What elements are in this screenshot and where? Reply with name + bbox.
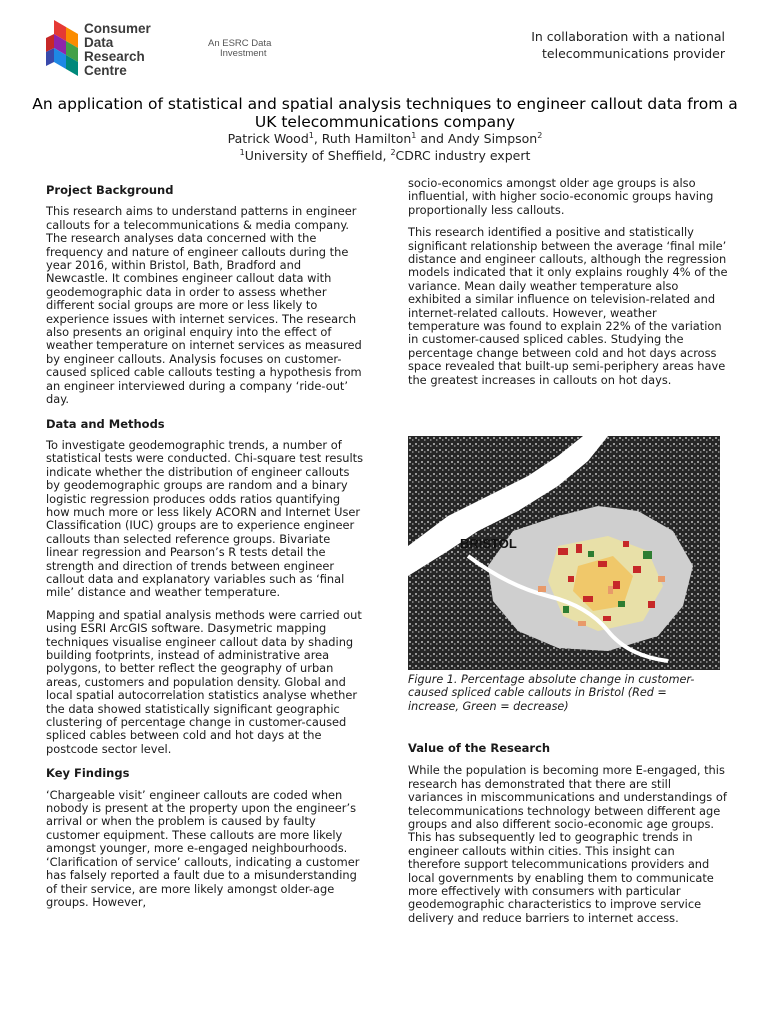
cdrc-logo-text [84,22,151,78]
section-heading-value: Value of the Research [408,741,551,755]
affiliations [30,145,740,164]
affil-sup: 1 [239,148,245,157]
section-heading-findings: Key Findings [46,766,130,781]
map-label-bristol: BRISTOL [460,536,517,551]
findings-paragraph-1: ‘Chargeable visit’ engineer callouts are coded when nobody is present at the property upon the engineer’s arrival or when the problem is caused by faulty customer equipment. These callouts are more likely amongst younger, more e-engaged neighbourhoods. ‘Clarification of service’ callouts, indicating a customer has falsely reported a fault due to a misunderstanding of their service, are more likely amongst older-age groups. However, [46,787,360,909]
affil-sup: 2 [390,148,396,157]
logo-line: Centre [84,63,127,78]
collab-line: telecommunications provider [542,46,725,61]
section-heading-methods: Data and Methods [46,416,165,431]
affil-text: University of Sheffield, [244,148,391,164]
left-column [46,184,364,909]
findings-paragraph-2: socio-economics amongst older age groups is also influential, with higher socio-economic groups having proportionally less callouts. [408,176,714,217]
findings-paragraph-3: This research identified a positive and statistically significant relationship between the average ‘final mile’ distance and engineer callouts, although the regression models indicated that it only explains roughly 4% of the variance. Mean daily weather temperature also exhibited a similar influence on television-related and internet-related callouts. However, weather temperature was found to explain 22% of the variation in customer-caused spliced cables. Studying the percentage change between cold and hot days across space revealed that built-up semi-periphery areas have the greatest increases in callouts on hot days. [408,225,728,387]
right-column-bottom [408,742,728,925]
esrc-line: Investment [220,48,267,59]
figure-caption: Figure 1. Percentage absolute change in customer-caused spliced cable callouts in Bristol (Red = increase, Green = decrease) [408,673,695,713]
collab-line: In collaboration with a national [531,29,725,44]
esrc-badge [208,39,271,59]
author-name: Patrick Wood [227,131,309,147]
logo-line: Consumer [84,21,151,36]
title-line: An application of statistical and spatial analysis techniques to engineer callout data from a [32,95,738,113]
logo-line: Data [84,35,114,50]
author-name: , Ruth Hamilton [313,131,412,147]
bristol-map-figure [408,436,720,670]
section-heading-background: Project Background [46,183,174,197]
esrc-line: An ESRC Data [208,38,272,49]
collaboration-note [445,28,725,62]
paper-title [30,95,740,131]
methods-paragraph-1: To investigate geodemographic trends, a number of statistical tests were conducted. Chi-square test results indicate whether the distribution of engineer callouts by geodemographic groups are random and a binary logistic regression produces odds ratios quantifying how much more or less likely ACORN and Internet User Classification (IUC) groups are to experience engineer callouts than selected reference groups. Bivariate linear regression and Pearson’s R tests detail the strength and direction of trends between engineer callout data and explanatory variables such as ‘final mile’ distance and weather temperature. [46,437,364,600]
methods-paragraph-2: Mapping and spatial analysis methods were carried out using ESRI ArcGIS software. Dasymetric mapping techniques visualise engineer callout data by shading building footprints, instead of administrative area polygons, to better reflect the geography of urban areas, customers and population density. Global and local spatial autocorrelation statistics analyse whether the data showed statistically significant geographic clustering of percentage change in customer-caused spliced cables between cold and hot days at the postcode sector level. [46,607,362,756]
background-paragraph: This research aims to understand patterns in engineer callouts for a telecommunications & media company. The research analyses data concerned with the frequency and nature of engineer callouts during the year 2016, within Bristol, Bath, Bradford and Newcastle. It combines engineer callout data with geodemographic data in order to assess whether different social groups are more or less likely to experience issues with internet services. The research also presents an original enquiry into the effect of weather temperature on internet services as measured by engineer callouts. Analysis focuses on customer-caused spliced cable callouts testing a hypothesis from an engineer interviewed during a company ‘ride-out’ day. [46,204,362,407]
title-line: UK telecommunications company [254,113,516,131]
value-paragraph: While the population is becoming more E-engaged, this research has demonstrated that there are still variances in miscommunications and understandings of telecommunications technology between different age groups and also different socio-economic age groups. This has subsequently led to geographic trends in engineer callouts within cities. This insight can therefore support telecommunications providers and local governments by enabling them to communicate more effectively with consumers with particular geodemographic characteristics to improve service delivery and reduce barriers to internet access. [408,763,727,925]
bristol-map-icon [408,436,720,670]
author-sup: 2 [537,131,543,140]
author-name: and Andy Simpson [416,131,538,147]
right-column-top [408,177,728,387]
logo-line: Research [84,49,145,64]
author-sup: 1 [411,131,417,140]
author-sup: 1 [308,131,314,140]
affil-text: CDRC industry expert [395,148,531,164]
